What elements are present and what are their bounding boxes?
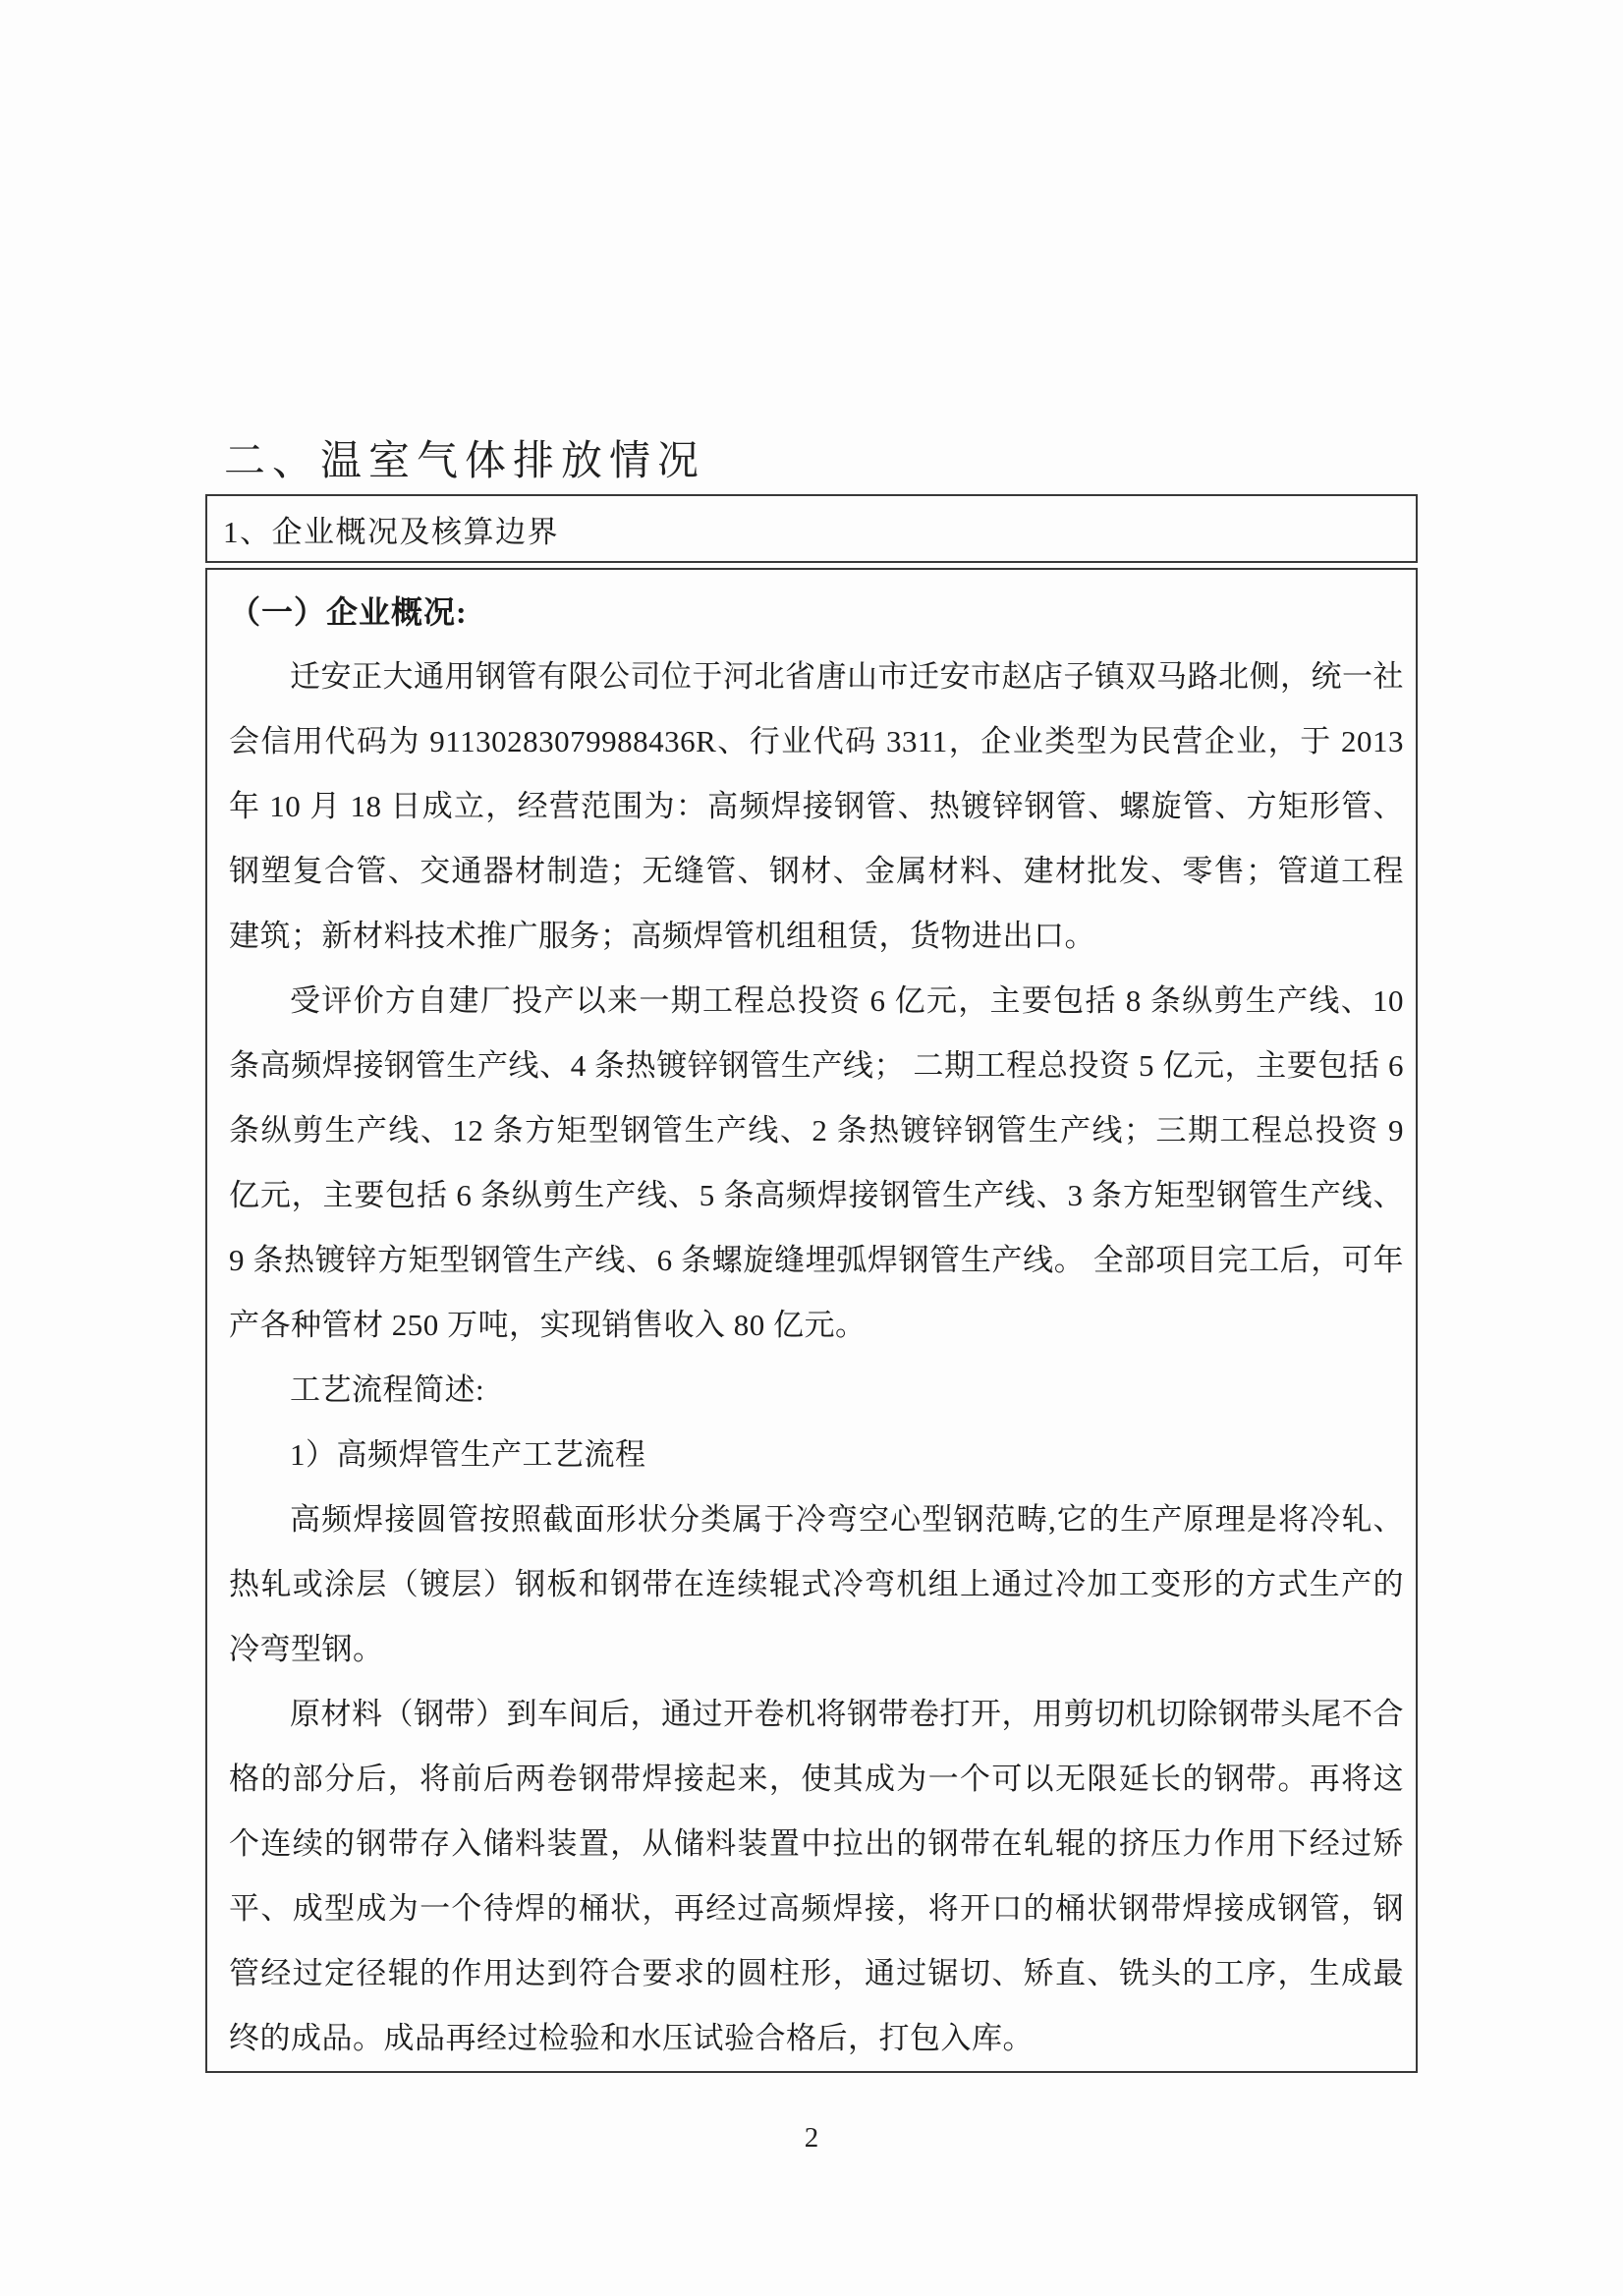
raw-material-paragraph: 原材料（钢带）到车间后，通过开卷机将钢带卷打开，用剪切机切除钢带头尾不合格的部分后，将前后两卷钢带焊接起来，使其成为一个可以无限延长的钢带。再将这个连续的钢带存入储料装置，从储料装置中拉出的钢带在轧辊的挤压力作用下经过矫平、成型成为一个待焊的桶状，再经过高频焊接，将开口的桶状钢带焊接成钢管，钢管经过定径辊的作用达到符合要求的圆柱形，通过锯切、矫直、铣头的工序，生成最终的成品。成品再经过检验和水压试验合格后，打包入库。 [229, 1697, 1404, 2055]
table-header-row [205, 494, 1418, 563]
table-body-cell [205, 568, 1418, 2073]
company-paragraph: 迁安正大通用钢管有限公司位于河北省唐山市迁安市赵店子镇双马路北侧，统一社会信用代码为 91130283079988436R、行业代码 3311，企业类型为民营企业，于 2013 年 10 月 18 日成立，经营范围为：高频焊接钢管、热镀锌钢管、螺旋管、方矩形管、钢塑复合管、交通器材制造；无缝管、钢材、金属材料、建材批发、零售；管道工程建筑；新材料技术推广服务；高频焊管机组租赁，货物进出口。 [229, 659, 1404, 953]
page-number: 2 [804, 2122, 819, 2154]
investment-paragraph: 受评价方自建厂投产以来一期工程总投资 6 亿元，主要包括 8 条纵剪生产线、10 条高频焊接钢管生产线、4 条热镀锌钢管生产线； 二期工程总投资 5 亿元，主要包括 6 条纵剪生产线、12 条方矩型钢管生产线、2 条热镀锌钢管生产线；三期工程总投资 9 亿元，主要包括 6 条纵剪生产线、5 条高频焊接钢管生产线、3 条方矩型钢管生产线、9 条热镀锌方矩型钢管生产线、6 条螺旋缝埋弧焊钢管生产线。 全部项目完工后，可年产各种管材 250 万吨，实现销售收入 80 亿元。 [229, 983, 1404, 1342]
section-title: 二、温室气体排放情况 [224, 439, 706, 484]
hf-pipe-paragraph: 高频焊接圆管按照截面形状分类属于冷弯空心型钢范畴,它的生产原理是将冷轧、热轧或涂层（镀层）钢板和钢带在连续辊式冷弯机组上通过冷加工变形的方式生产的冷弯型钢。 [229, 1502, 1404, 1666]
overview-heading: （一）企业概况: [229, 594, 468, 630]
table-header-label: 1、企业概况及核算边界 [223, 514, 559, 549]
process-summary-label: 工艺流程简述: [290, 1372, 485, 1407]
process-step1-label: 1）高频焊管生产工艺流程 [290, 1437, 646, 1472]
